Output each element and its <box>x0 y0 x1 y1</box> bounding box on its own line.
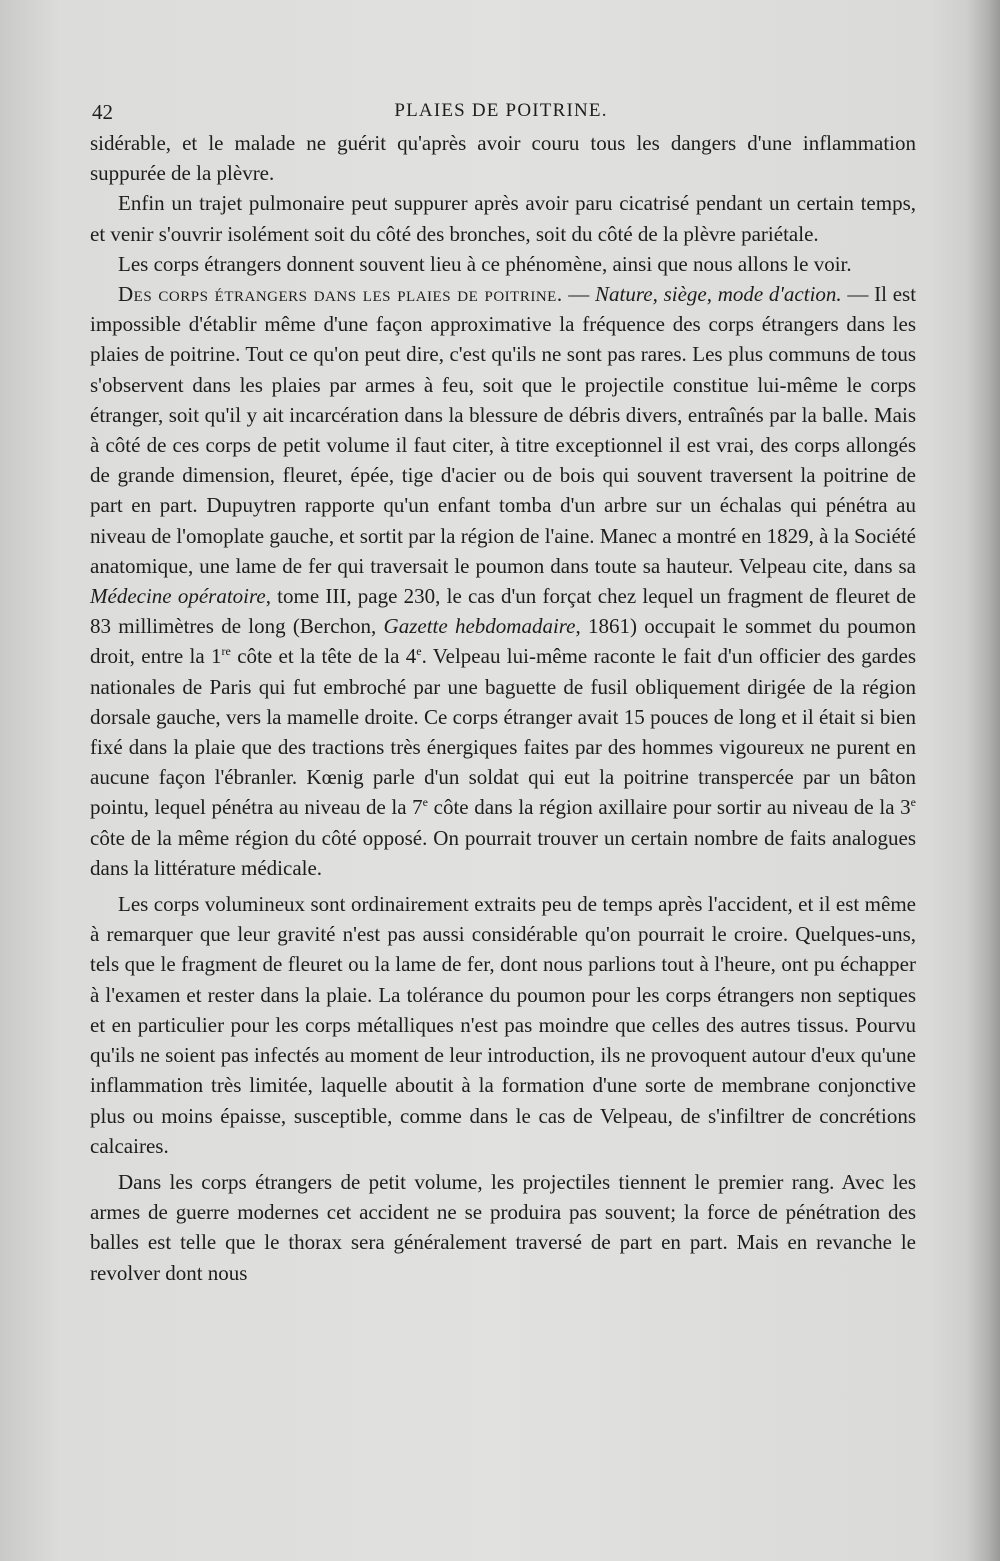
subheading-dash: — <box>841 282 875 307</box>
paragraph-trajet-pulmonaire: Enfin un trajet pulmonaire peut suppurer après avoir paru cicatrisé pendant un certain temps, et venir s'ouvrir isolément soit du côté des bronches, soit du côté de la plèvre pariétale. <box>90 191 916 246</box>
text-segment: . Velpeau lui-même raconte le fait d'un officier des gardes nationales de Paris qui fut embroché par une baguette de fusil obliquement dirigée de la région dorsale gauche, vers la mamelle droite. Ce corps étranger avait 15 pouces de long et il était si bien fixé dans la plaie que des tractions très énergiques faites par des hommes vigoureux ne purent en aucune façon l'ébranler. Kœnig parle d'un soldat qui eut la poitrine transpercée par un bâton pointu, lequel pénétra au niveau de la 7 <box>90 644 917 820</box>
text-segment: côte et la tête de la 4 <box>230 644 417 669</box>
ordinal-superscript: e <box>422 795 428 810</box>
text-segment: côte dans la région axillaire pour sortir au niveau de la 3 <box>428 795 911 820</box>
section-subheading: Nature, siège, mode d'action. <box>595 282 842 307</box>
journal-title-gazette: Gazette hebdomadaire <box>383 614 576 639</box>
text-segment: Il est impossible d'établir même d'une façon approximative la fréquence des corps étrangers dans les plaies de poitrine. Tout ce qu'on peut dire, c'est qu'ils ne sont pas rares. Les plus communs de tous s'observent dans les plaies par armes à feu, soit que le projectile constitue lui-même le corps étranger, soit qu'il y ait incarcération dans la blessure de débris divers, entraînés par la balle. Mais à côté de ces corps de petit volume il faut citer, à titre exceptionnel il est vrai, des corps allongés de grande dimension, fleuret, épée, tige d'acier ou de bois qui souvent traversent la poitrine de part en part. Dupuytren rapporte qu'un enfant tomba d'un arbre sur un échalas qui pénétra au niveau de l'omoplate gauche, et sortit par la région de l'aine. Manec a montré en 1829, à la Société anatomique, une lame de fer qui traversait le poumon dans toute sa hauteur. Velpeau cite, dans sa <box>90 282 917 578</box>
body-text <box>90 128 916 1288</box>
page-header <box>92 94 910 128</box>
ordinal-superscript: e <box>416 644 422 659</box>
book-title-medecine-operatoire: Médecine opératoire <box>90 584 266 609</box>
paragraph-petit-volume: Dans les corps étrangers de petit volume, les projectiles tiennent le premier rang. Avec les armes de guerre modernes cet accident ne se produira pas souvent; la force de pénétration des balles est telle que le thorax sera généralement traversé de part en part. Mais en revanche le revolver dont nous <box>90 1169 916 1285</box>
text-segment: , 1861) occupait le sommet du poumon droit, entre la 1 <box>90 614 916 669</box>
ordinal-superscript: e <box>910 795 916 810</box>
page-number: 42 <box>92 100 113 124</box>
paragraph-continued: sidérable, et le malade ne guérit qu'après avoir couru tous les dangers d'une inflammation suppurée de la plèvre. <box>90 131 916 186</box>
paragraph-corps-etrangers-intro: Les corps étrangers donnent souvent lieu à ce phénomène, ainsi que nous allons le voir. <box>118 251 852 276</box>
heading-dash: — <box>562 282 596 307</box>
text-segment: , tome III, page 230, le cas d'un forçat chez lequel un fragment de fleuret de 83 millimètres de long (Berchon, <box>90 584 916 639</box>
running-title: PLAIES DE POITRINE. <box>394 100 608 121</box>
ordinal-superscript: re <box>221 644 231 659</box>
section-heading: Des corps étrangers dans les plaies de poitrine. <box>118 282 563 307</box>
paragraph-corps-volumineux: Les corps volumineux sont ordinairement extraits peu de temps après l'accident, et il est même à remarquer que leur gravité n'est pas aussi considérable qu'on pourrait le croire. Quelques-uns, tels que le fragment de fleuret ou la lame de fer, dont nous parlions tout à l'heure, ont pu échapper à l'examen et rester dans la plaie. La tolérance du poumon pour les corps étrangers non septiques et en particulier pour les corps métalliques n'est pas moindre que celles des autres tissus. Pourvu qu'ils ne soient pas infectés au moment de leur introduction, ils ne provoquent autour d'eux qu'une inflammation très limitée, laquelle aboutit à la formation d'une sorte de membrane conjonctive plus ou moins épaisse, susceptible, comme dans le cas de Velpeau, de s'infiltrer de concrétions calcaires. <box>90 892 916 1158</box>
text-segment: côte de la même région du côté opposé. On pourrait trouver un certain nombre de faits analogues dans la littérature médicale. <box>90 825 916 880</box>
page-gutter-shadow <box>966 0 1000 1561</box>
paragraph-section-corps-etrangers <box>90 279 916 883</box>
